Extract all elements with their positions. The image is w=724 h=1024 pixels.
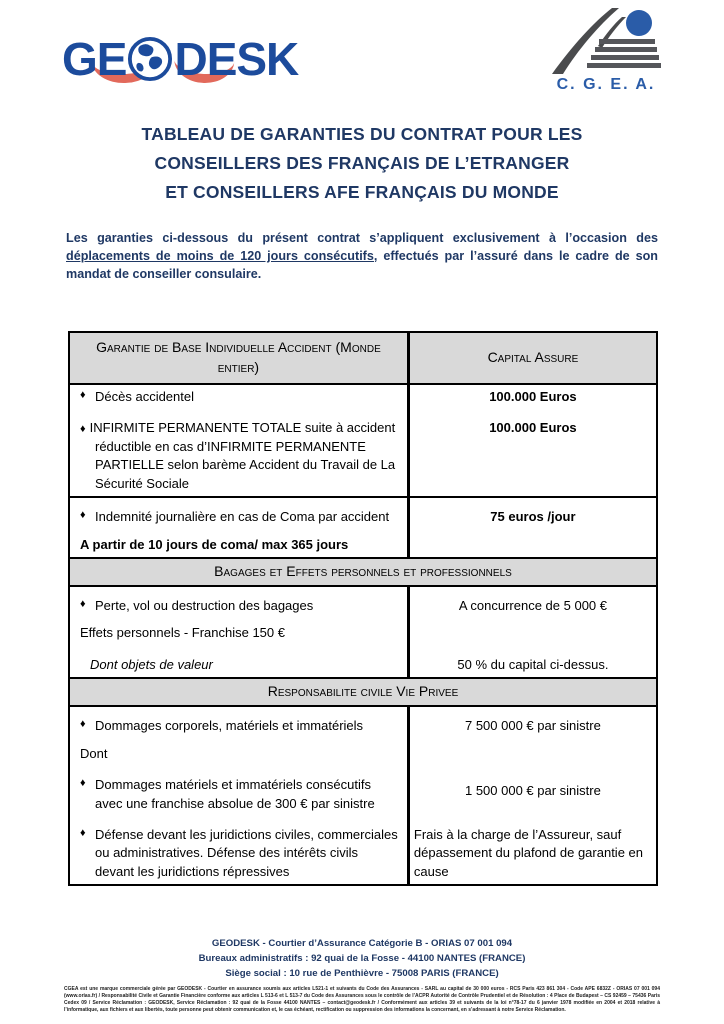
globe-icon [127,36,173,82]
table-header-row [70,333,656,385]
row-deces [70,385,656,409]
corporels-line2: Dont [80,745,108,761]
indemnite-sub-label: A partir de 10 jours de coma/ max 365 jours [80,536,349,552]
title-line-3: ET CONSEILLERS AFE FRANÇAIS DU MONDE [165,182,559,202]
row-perte [70,587,656,646]
section-header-responsabilite: Responsabilite civile Vie Privee [70,679,656,707]
row-infirmite [70,409,656,498]
diamond-bullet-icon: ♦ [80,423,86,436]
diamond-bullet-icon: ♦ [80,597,86,610]
indemnite-value: 75 euros /jour [490,509,576,525]
diamond-bullet-icon: ♦ [80,509,86,522]
footer-line-2: Bureaux administratifs : 92 quai de la Fosse - 44100 NANTES (FRANCE) [198,953,526,964]
section-header-bagages: Bagages et Effets personnels et professionnels [70,559,656,587]
intro-before: Les garanties ci-dessous du présent contrat s’appliquent exclusivement à l’occasion des [66,230,658,245]
footer [62,936,662,981]
guarantees-table [68,331,658,886]
diamond-bullet-icon: ♦ [80,827,86,839]
corporels-value: 7 500 000 € par sinistre [464,718,601,734]
geodesk-logo [62,24,298,94]
cgea-label: C. G. E. A. [556,76,656,93]
cgea-logo [538,8,674,94]
title-line-1: TABLEAU DE GARANTIES DU CONTRAT POUR LES [141,124,583,144]
diamond-bullet-icon: ♦ [80,718,86,731]
cgea-mark-icon [546,8,666,74]
col-header-garantie: Garantie de Base Individuelle Accident (Monde entier) [70,333,410,383]
intro-after: effectués par l’assuré dans le cadre de son mandat de conseiller consulaire. [66,248,658,281]
document-title [62,120,662,207]
row-dommages-corporels [70,707,656,766]
corporels-label: Dommages corporels, matériels et immatériels [95,718,364,734]
diamond-bullet-icon: ♦ [80,388,86,401]
perte-value: A concurrence de 5 000 € [458,597,608,613]
footer-line-1: GEODESK - Courtier d’Assurance Catégorie B - ORIAS 07 001 094 [211,938,513,949]
defense-value: Frais à la charge de l’Assureur, sauf dépassement du plafond de garantie en cause [413,827,643,879]
objets-value: 50 % du capital ci-dessus. [457,656,609,672]
indemnite-label: Indemnité journalière en cas de Coma par accident [95,509,390,525]
row-objets-valeur [70,646,656,679]
infirmite-value: 100.000 Euros [489,420,577,436]
row-indemnite [70,498,656,559]
perte-line2: Effets personnels - Franchise 150 € [80,625,285,641]
geodesk-logo-text-right: DESK [174,33,299,85]
materiels-label: Dommages matériels et immatériels consécutifs avec une franchise absolue de 300 € par sinistre [95,777,375,811]
deces-value: 100.000 Euros [489,388,577,404]
footer-line-3: Siège social : 10 rue de Penthièvre - 75008 PARIS (FRANCE) [225,968,499,979]
title-line-2: CONSEILLERS DES FRANÇAIS DE L’ETRANGER [154,153,570,173]
deces-label: Décès accidentel [95,388,194,404]
objets-label: Dont objets de valeur [90,656,213,672]
perte-label: Perte, vol ou destruction des bagages [95,597,314,613]
intro-underlined-phrase: déplacements de moins de 120 jours consécutifs, [66,248,378,263]
row-defense [70,816,656,884]
diamond-bullet-icon: ♦ [80,777,86,790]
intro-paragraph [66,229,658,283]
defense-label: Défense devant les juridictions civiles, commerciales ou administratives. Défense des intérêts civils devant les juridictions répressives [95,827,398,879]
materiels-value: 1 500 000 € par sinistre [464,782,601,798]
legal-fine-print: CGEA est une marque commerciale gérée par GEODESK - Courtier en assurance soumis aux articles L521-1 et suivants du Code des Assurances - SARL au capital de 30 000 euros - RCS Paris 423 861 304 - Code APE 6832Z - ORIAS 07 001 094 (www.orias.fr) / Responsabilité Civile et Garantie Financière conforme aux articles L 513-6 et L 513-7 du Code des Assurances sous le contrôle de l’ACPR Autorité de Contrôle Prudentiel et de Résolution : 4 Place de Budapest – CS 92459 – 75436 Paris Cedex 09 / Service Réclamation : GEODESK, Service Réclamation : 92 quai de la Fosse 44100 NANTES – contact@geodesk.fr / Conformément aux articles 39 et suivants de la loi n°78-17 du 6 janvier 1978 modifiée en 2004 et 2018 relative à l’informatique, aux fichiers et aux libertés, toute personne peut obtenir communication et, le cas échéant, rectification ou suppression des informations la concernant, en s’adressant à notre Service Réclamation. [64,986,660,1013]
row-dommages-materiels [70,766,656,816]
infirmite-label: INFIRMITE PERMANENTE TOTALE suite à accident réductible en cas d’INFIRMITE PERMANENTE PARTIELLE selon barème Accident du Travail de La Sécurité Sociale [89,420,396,491]
geodesk-logo-text-left: GE [62,33,127,85]
col-header-capital: Capital Assure [487,348,579,365]
